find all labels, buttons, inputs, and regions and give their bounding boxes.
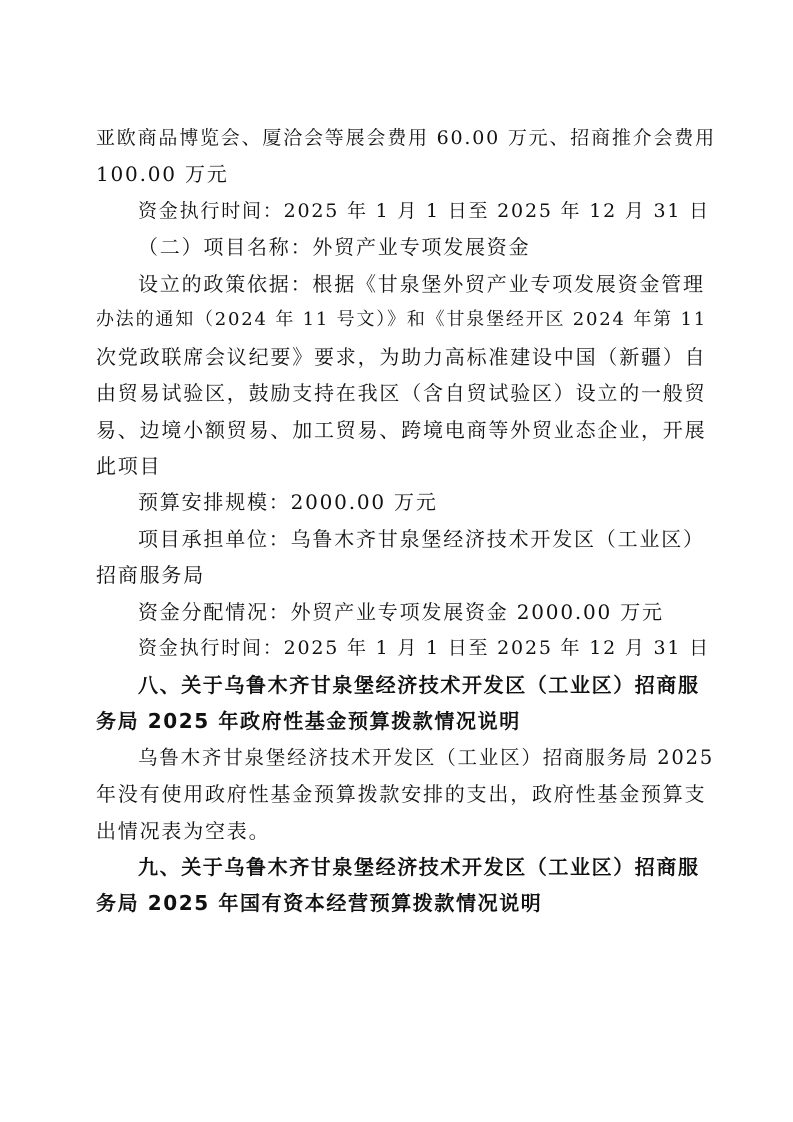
paragraph-line: 出情况表为空表。 — [96, 819, 271, 843]
paragraph-line: 易、边境小额贸易、加工贸易、跨境电商等外贸业态企业，开展 — [96, 418, 707, 442]
paragraph-line: 次党政联席会议纪要》要求，为助力高标准建设中国（新疆）自 — [96, 345, 707, 369]
paragraph-line: 资金分配情况：外贸产业专项发展资金 2000.00 万元 — [138, 600, 664, 624]
paragraph-line: 乌鲁木齐甘泉堡经济技术开发区（工业区）招商服务局 2025 — [138, 746, 715, 769]
section-heading: 务局 2025 年政府性基金预算拨款情况说明 — [96, 709, 521, 733]
paragraph-line: 项目承担单位：乌鲁木齐甘泉堡经济技术开发区（工业区） — [138, 527, 705, 551]
section-heading: 务局 2025 年国有资本经营预算拨款情况说明 — [96, 891, 543, 915]
paragraph-line: 预算安排规模：2000.00 万元 — [138, 490, 438, 514]
paragraph-line: 100.00 万元 — [96, 162, 229, 186]
paragraph-line: 资金执行时间：2025 年 1 月 1 日至 2025 年 12 月 31 日 — [138, 200, 710, 222]
paragraph-line: 由贸易试验区，鼓励支持在我区（含自贸试验区）设立的一般贸 — [96, 381, 707, 405]
paragraph-line: 亚欧商品博览会、厦洽会等展会费用 60.00 万元、招商推介会费用 — [96, 127, 716, 149]
section-heading: 八、关于乌鲁木齐甘泉堡经济技术开发区（工业区）招商服 — [138, 673, 700, 697]
paragraph-line: 办法的通知（2024 年 11 号文）》和《甘泉堡经开区 2024 年第 11 — [96, 309, 707, 330]
section-subtitle: （二）项目名称：外贸产业专项发展资金 — [138, 235, 531, 259]
paragraph-line: 此项目 — [96, 454, 162, 478]
paragraph-line: 资金执行时间：2025 年 1 月 1 日至 2025 年 12 月 31 日 — [138, 637, 710, 659]
section-heading: 九、关于乌鲁木齐甘泉堡经济技术开发区（工业区）招商服 — [138, 855, 700, 879]
paragraph-line: 年没有使用政府性基金预算拨款安排的支出，政府性基金预算支 — [96, 782, 707, 806]
paragraph-line: 招商服务局 — [96, 563, 205, 587]
paragraph-line: 设立的政策依据：根据《甘泉堡外贸产业专项发展资金管理 — [138, 272, 705, 296]
